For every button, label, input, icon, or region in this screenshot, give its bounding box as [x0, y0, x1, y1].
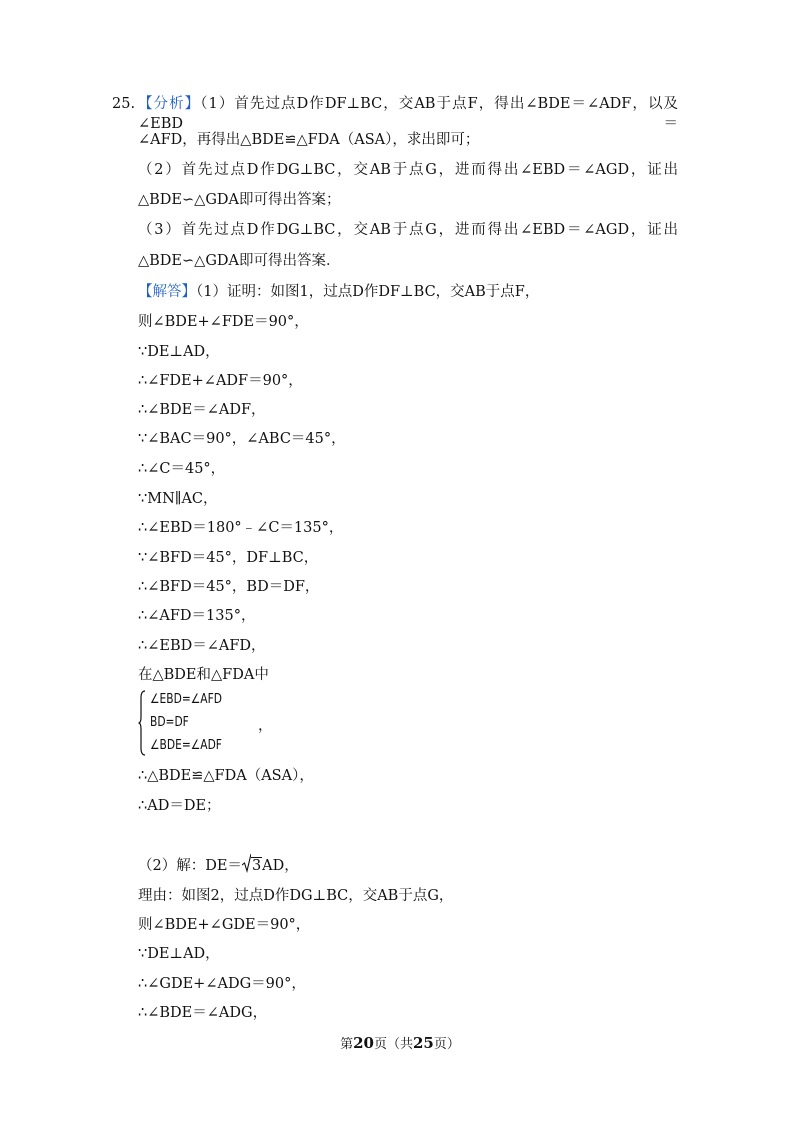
- system-row: BD=DF: [150, 715, 189, 730]
- solution-step: 在△BDE和△FDA中: [138, 667, 269, 683]
- sqrt-expression: 3: [242, 856, 262, 876]
- solution-step: ∴∠BFD＝45°，BD＝DF，: [138, 579, 320, 595]
- analysis-line-5: （3）首先过点D作DG⊥BC，交AB于点G，进而得出∠EBD＝∠AGD，证出: [138, 222, 678, 238]
- solution-step: ∵∠BAC＝90°，∠ABC＝45°，: [138, 431, 346, 447]
- solution-step: ∴∠EBD＝180°﹣∠C＝135°，: [138, 520, 344, 536]
- analysis-line-3: （2）首先过点D作DG⊥BC，交AB于点G，进而得出∠EBD＝∠AGD，证出: [138, 162, 678, 178]
- solution-step: ∴∠C＝45°，: [138, 461, 226, 477]
- solution-step: ∴∠EBD＝∠AFD，: [138, 638, 266, 654]
- analysis-tag: 【分析】: [138, 96, 201, 112]
- page-footer: 第20页（共25页）: [340, 1034, 460, 1052]
- system-row: ∠EBD=∠AFD: [150, 692, 222, 707]
- solution-intro: 【解答】（1）证明：如图1，过点D作DF⊥BC，交AB于点F，: [138, 284, 540, 300]
- part2-step: 理由：如图2，过点D作DG⊥BC，交AB于点G，: [138, 888, 454, 904]
- current-page-number: 20: [353, 1034, 374, 1052]
- solution-step: 则∠BDE+∠FDE＝90°，: [138, 314, 309, 330]
- radical-sign-icon: [242, 853, 251, 873]
- analysis-line-4: △BDE∽△GDA即可得出答案；: [138, 192, 341, 208]
- part2-step: ∴∠GDE+∠ADG＝90°，: [138, 976, 306, 992]
- solution-step: ∵MN∥AC，: [138, 491, 218, 507]
- solution-step: ∵∠BFD＝45°，DF⊥BC，: [138, 550, 319, 566]
- part2-answer: （2）解：DE＝ 3AD，: [138, 856, 299, 876]
- part2-step: ∵DE⊥AD，: [138, 946, 220, 962]
- system-row: ∠BDE=∠ADF: [150, 738, 222, 753]
- solution-step: ∴∠AFD＝135°，: [138, 608, 256, 624]
- solution-step: ∴∠FDE+∠ADF＝90°，: [138, 373, 303, 389]
- solution-step: ∴∠BDE＝∠ADF，: [138, 402, 266, 418]
- solution-step: ∵DE⊥AD，: [138, 344, 220, 360]
- part2-step: ∴∠BDE＝∠ADG，: [138, 1005, 268, 1021]
- conclusion-line: ∴AD＝DE；: [138, 798, 221, 814]
- conclusion-line: ∴△BDE≌△FDA（ASA），: [138, 768, 314, 784]
- analysis-line-2: ∠AFD，再得出△BDE≌△FDA（ASA），求出即可；: [138, 132, 480, 148]
- system-comma: ，: [258, 718, 273, 734]
- total-page-count: 25: [413, 1034, 434, 1052]
- problem-number: 25.: [112, 96, 136, 112]
- left-brace: [138, 690, 146, 756]
- analysis-line-6: △BDE∽△GDA即可得出答案．: [138, 253, 341, 269]
- solution-tag: 【解答】: [138, 284, 196, 300]
- equation-system: [138, 690, 338, 760]
- part2-step: 则∠BDE+∠GDE＝90°，: [138, 917, 311, 933]
- analysis-line-1: 【分析】（1）首先过点D作DF⊥BC，交AB于点F，得出∠BDE＝∠ADF，以及∠EBD＝: [138, 96, 679, 132]
